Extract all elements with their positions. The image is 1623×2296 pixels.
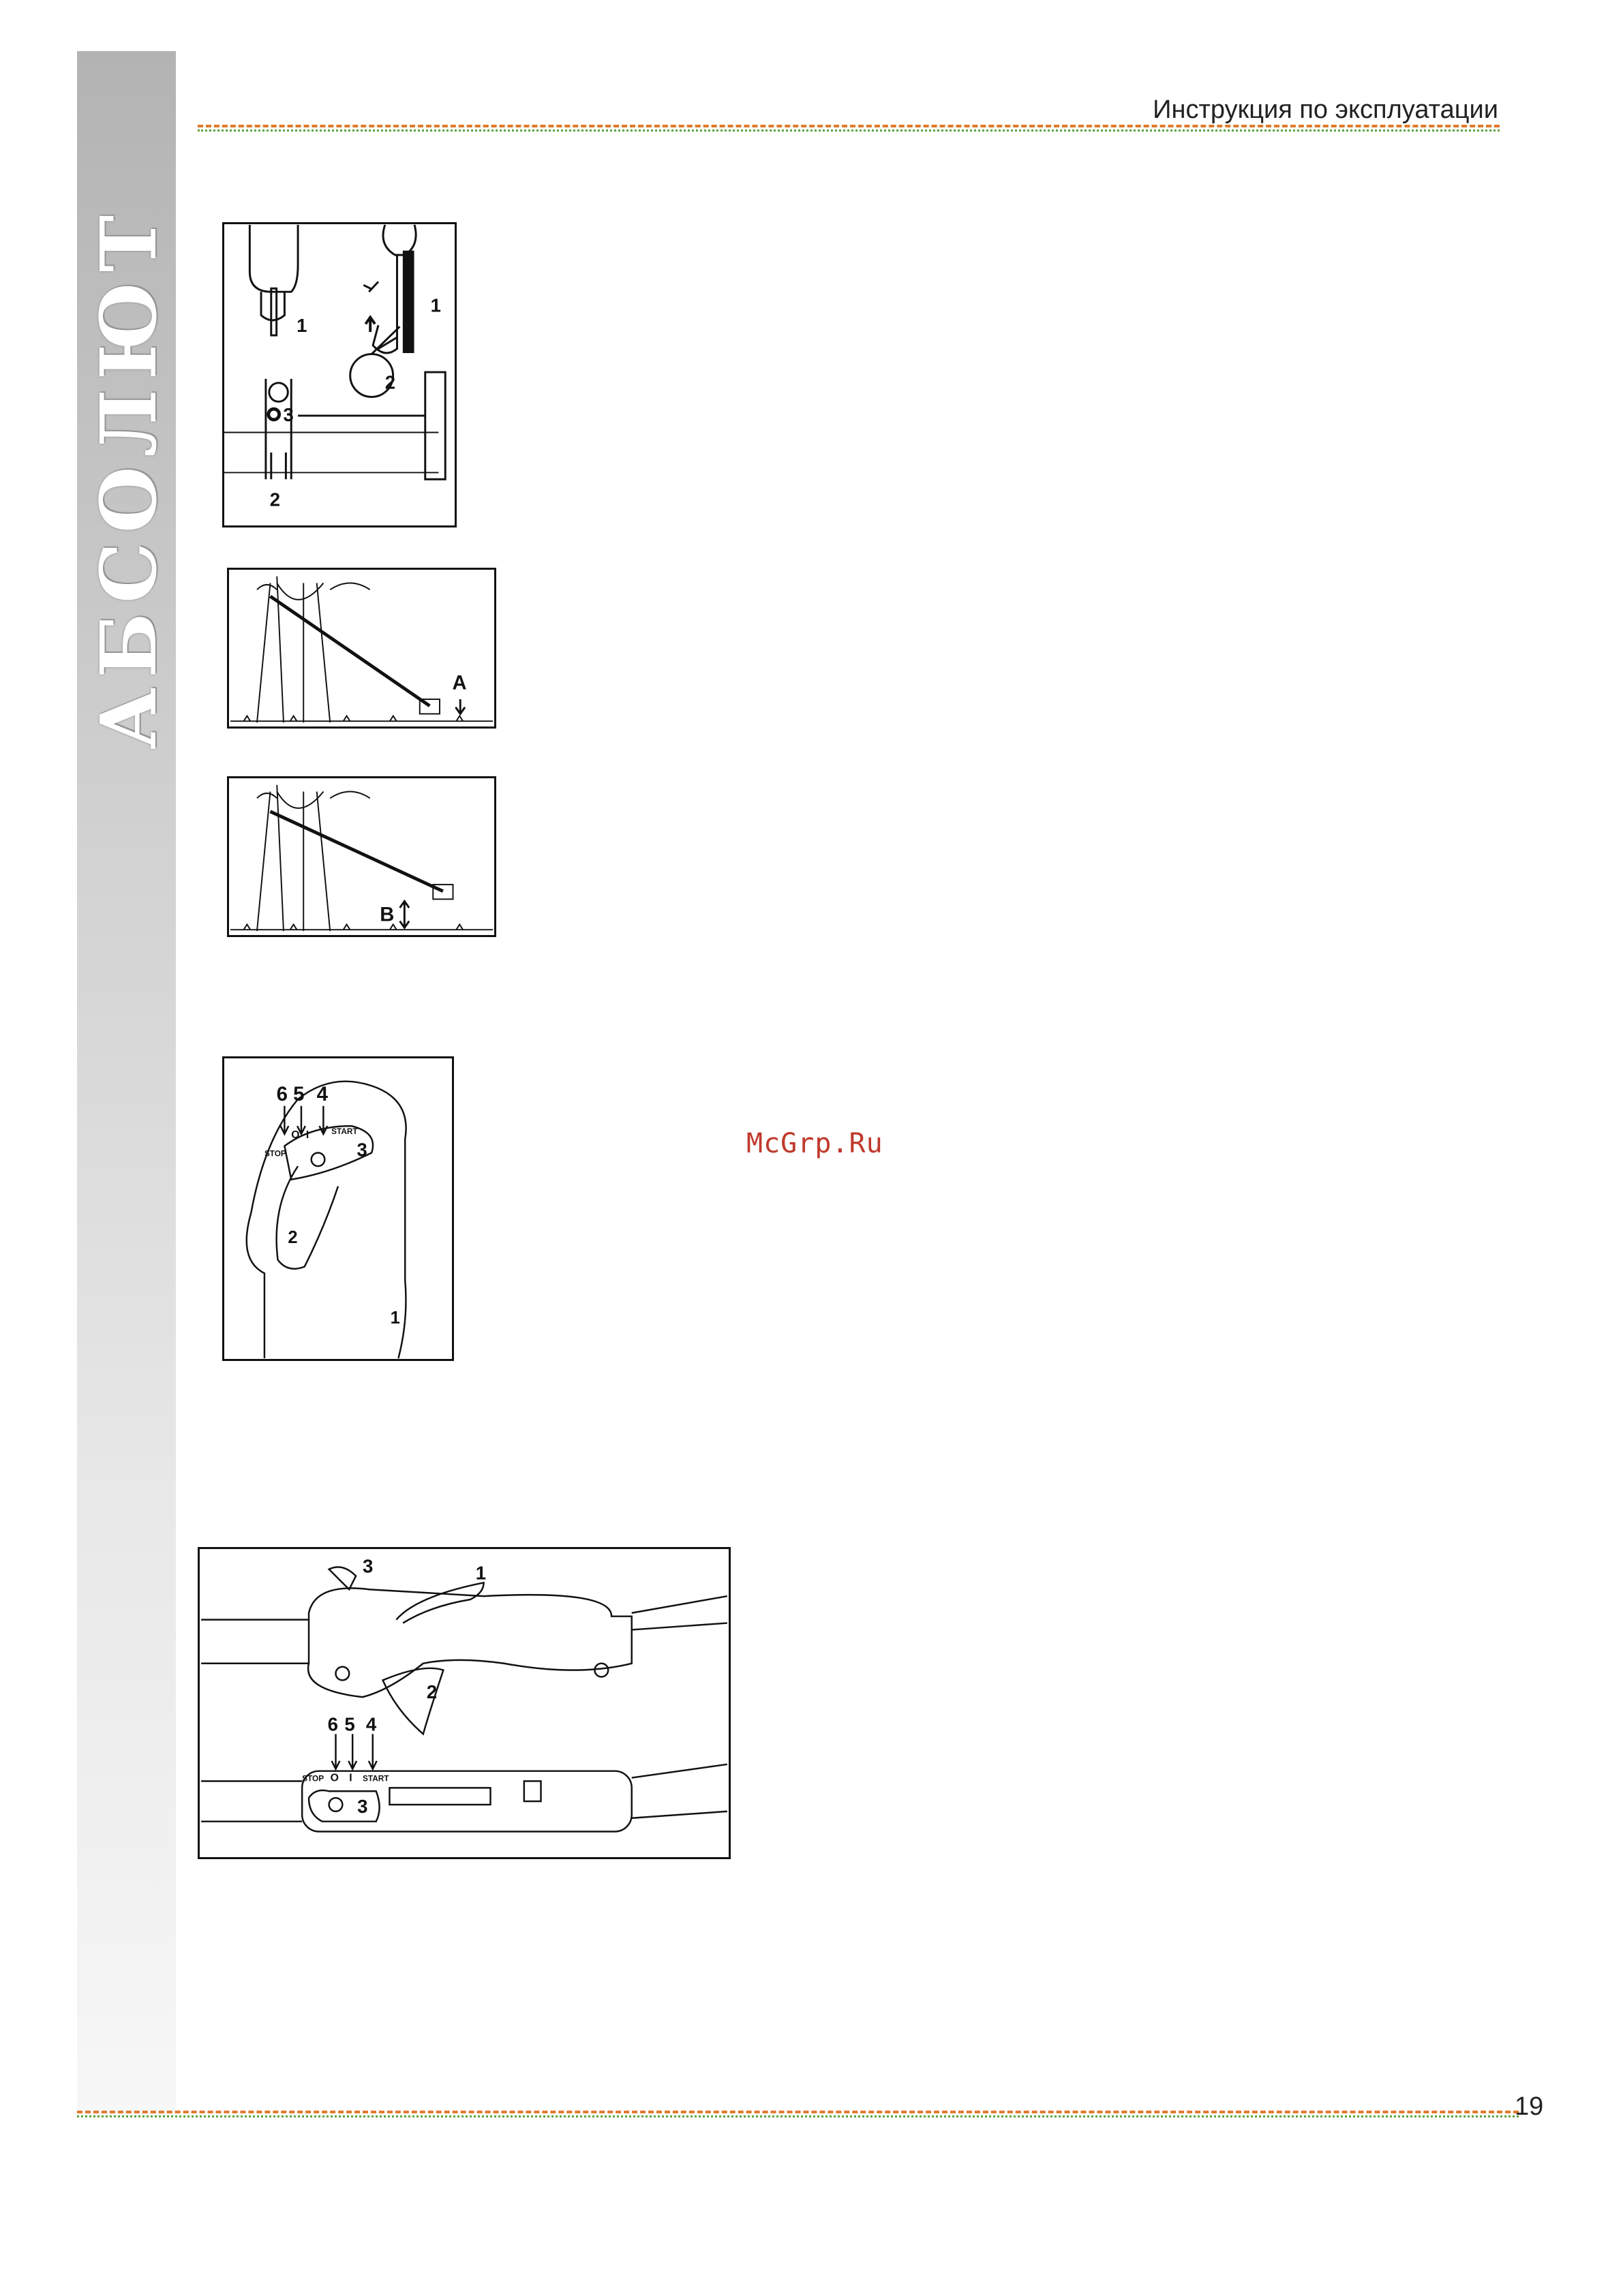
fig4-label-i: I: [305, 1129, 309, 1141]
fig4-label-4: 4: [316, 1082, 328, 1105]
figure-operating-a-drawing: [229, 570, 494, 726]
fig4-label-start: START: [331, 1127, 358, 1136]
fig5-label-5: 5: [344, 1713, 355, 1735]
figure-operating-position-b: [227, 776, 496, 937]
page-header-title: Инструкция по эксплуатации: [1153, 95, 1498, 124]
fig5-label-2: 2: [426, 1681, 438, 1703]
fig5-label-stop: STOP: [302, 1773, 324, 1784]
footer-divider: [77, 2111, 1519, 2113]
clamp-screw-marker: [269, 409, 279, 420]
fig5-label-3-top: 3: [362, 1555, 374, 1577]
fig4-label-o: O: [291, 1129, 300, 1141]
fig4-label-6: 6: [276, 1082, 288, 1105]
figure-strap-hook-drawing: [224, 224, 455, 525]
fig1-label-1a: 1: [297, 315, 307, 337]
fig1-label-2a: 2: [384, 371, 396, 393]
figure-handle-side-top-drawing: [200, 1549, 729, 1857]
page-number: 19: [1515, 2092, 1544, 2121]
fig4-label-3: 3: [357, 1139, 367, 1161]
figure-operating-b-drawing: [229, 778, 494, 935]
fig5-label-o: O: [330, 1772, 339, 1784]
figure-strap-hook: [222, 222, 457, 527]
header-divider: [198, 125, 1500, 127]
fig5-label-3-bottom: 3: [357, 1795, 368, 1817]
figure-handle-side-top: [198, 1547, 731, 1859]
fig1-label-1b: 1: [430, 294, 441, 316]
fig1-label-2b: 2: [269, 489, 281, 510]
fig4-label-5: 5: [293, 1082, 305, 1105]
fig4-label-2: 2: [288, 1228, 298, 1248]
fig5-label-start: START: [362, 1773, 389, 1784]
fig5-label-i: I: [349, 1772, 352, 1784]
fig3-label-b: B: [380, 904, 395, 926]
fig5-label-1: 1: [475, 1562, 487, 1584]
fig5-label-6: 6: [327, 1713, 339, 1735]
fig2-label-a: A: [452, 672, 467, 694]
figure-operating-position-a: [227, 568, 496, 729]
fig4-label-1: 1: [390, 1308, 400, 1328]
fig5-label-4: 4: [365, 1713, 377, 1735]
fig1-label-3: 3: [283, 403, 294, 425]
brand-logo: АБСОЛЮТ: [85, 205, 174, 750]
figure-handle-switch-drawing: [224, 1058, 452, 1359]
watermark: McGrp.Ru: [746, 1128, 883, 1159]
figure-handle-switch: [222, 1056, 454, 1361]
fig4-label-stop: STOP: [264, 1149, 286, 1159]
